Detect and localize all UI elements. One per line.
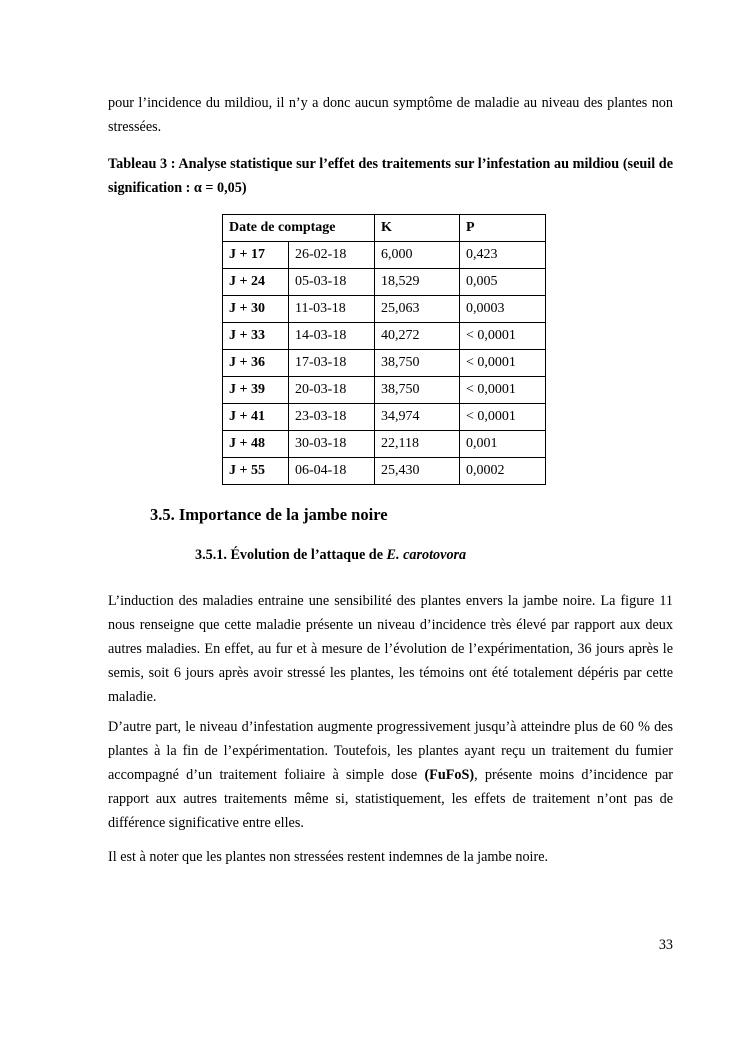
cell-date: 05-03-18 (289, 269, 375, 296)
cell-day: J + 24 (223, 269, 289, 296)
treatment-code: (FuFoS) (424, 767, 475, 783)
page-number: 33 (658, 937, 673, 953)
cell-day: J + 39 (223, 377, 289, 404)
cell-date: 20-03-18 (289, 377, 375, 404)
cell-k: 34,974 (375, 404, 460, 431)
cell-p: 0,001 (460, 431, 546, 458)
cell-k: 6,000 (375, 242, 460, 269)
cell-day: J + 48 (223, 431, 289, 458)
cell-day: J + 41 (223, 404, 289, 431)
header-date: Date de comptage (223, 215, 375, 242)
table-caption: Tableau 3 : Analyse statistique sur l’effet des traitements sur l’infestation au mildiou (seuil de signification : α = 0,05) (108, 156, 673, 196)
cell-day: J + 33 (223, 323, 289, 350)
paragraph-unstressed: Il est à noter que les plantes non stressées restent indemnes de la jambe noire. (108, 849, 549, 865)
cell-k: 38,750 (375, 350, 460, 377)
cell-date: 26-02-18 (289, 242, 375, 269)
table-row (223, 242, 546, 269)
paragraph-infestation (108, 715, 673, 835)
cell-k: 22,118 (375, 431, 460, 458)
cell-day: J + 36 (223, 350, 289, 377)
cell-date: 14-03-18 (289, 323, 375, 350)
statistics-table (222, 214, 546, 485)
section-heading: 3.5. Importance de la jambe noire (150, 505, 388, 524)
cell-k: 38,750 (375, 377, 460, 404)
cell-k: 18,529 (375, 269, 460, 296)
table-row (223, 350, 546, 377)
cell-k: 25,063 (375, 296, 460, 323)
table-row (223, 431, 546, 458)
cell-date: 23-03-18 (289, 404, 375, 431)
subsection-heading (195, 547, 466, 564)
table-row (223, 458, 546, 485)
cell-p: 0,005 (460, 269, 546, 296)
subsection-heading-prefix: 3.5.1. Évolution de l’attaque de (195, 547, 387, 563)
paragraph-infestation-text-b: , présente moins d’incidence par rapport aux autres traitements même si, statistiquement, les effets de traitement n’ont pas de différence significative entre elles. (108, 767, 673, 831)
paragraph-induction: L’induction des maladies entraine une sensibilité des plantes envers la jambe noire. La figure 11 nous renseigne que cette maladie présente un niveau d’incidence très élevé par rapport aux deux autres maladies. En effet, au fur et à mesure de l’évolution de l’expérimentation, 36 jours après le semis, soit 6 jours après avoir stressé les plantes, les témoins ont été totalement dépéris par cette maladie. (108, 593, 673, 705)
table-row (223, 377, 546, 404)
cell-p: 0,0003 (460, 296, 546, 323)
cell-k: 25,430 (375, 458, 460, 485)
intro-paragraph: pour l’incidence du mildiou, il n’y a donc aucun symptôme de maladie au niveau des plantes non stressées. (108, 95, 673, 135)
table-header-row (223, 215, 546, 242)
cell-p: 0,0002 (460, 458, 546, 485)
subsection-heading-species: E. carotovora (386, 547, 467, 563)
cell-day: J + 55 (223, 458, 289, 485)
cell-date: 11-03-18 (289, 296, 375, 323)
table-row (223, 296, 546, 323)
cell-k: 40,272 (375, 323, 460, 350)
cell-date: 17-03-18 (289, 350, 375, 377)
cell-day: J + 30 (223, 296, 289, 323)
cell-p: < 0,0001 (460, 323, 546, 350)
header-p: P (460, 215, 546, 242)
cell-p: < 0,0001 (460, 404, 546, 431)
table-row (223, 404, 546, 431)
cell-p: < 0,0001 (460, 350, 546, 377)
table-row (223, 269, 546, 296)
cell-date: 06-04-18 (289, 458, 375, 485)
header-k: K (375, 215, 460, 242)
cell-day: J + 17 (223, 242, 289, 269)
cell-date: 30-03-18 (289, 431, 375, 458)
table-row (223, 323, 546, 350)
cell-p: < 0,0001 (460, 377, 546, 404)
cell-p: 0,423 (460, 242, 546, 269)
paragraph-infestation-text-a: D’autre part, le niveau d’infestation augmente progressivement jusqu’à atteindre plus de 60 % des plantes à la fin de l’expérimentation. Toutefois, les plantes ayant reçu un traitement du fumier accompagné d’un traitement foliaire à simple dose (108, 719, 673, 783)
